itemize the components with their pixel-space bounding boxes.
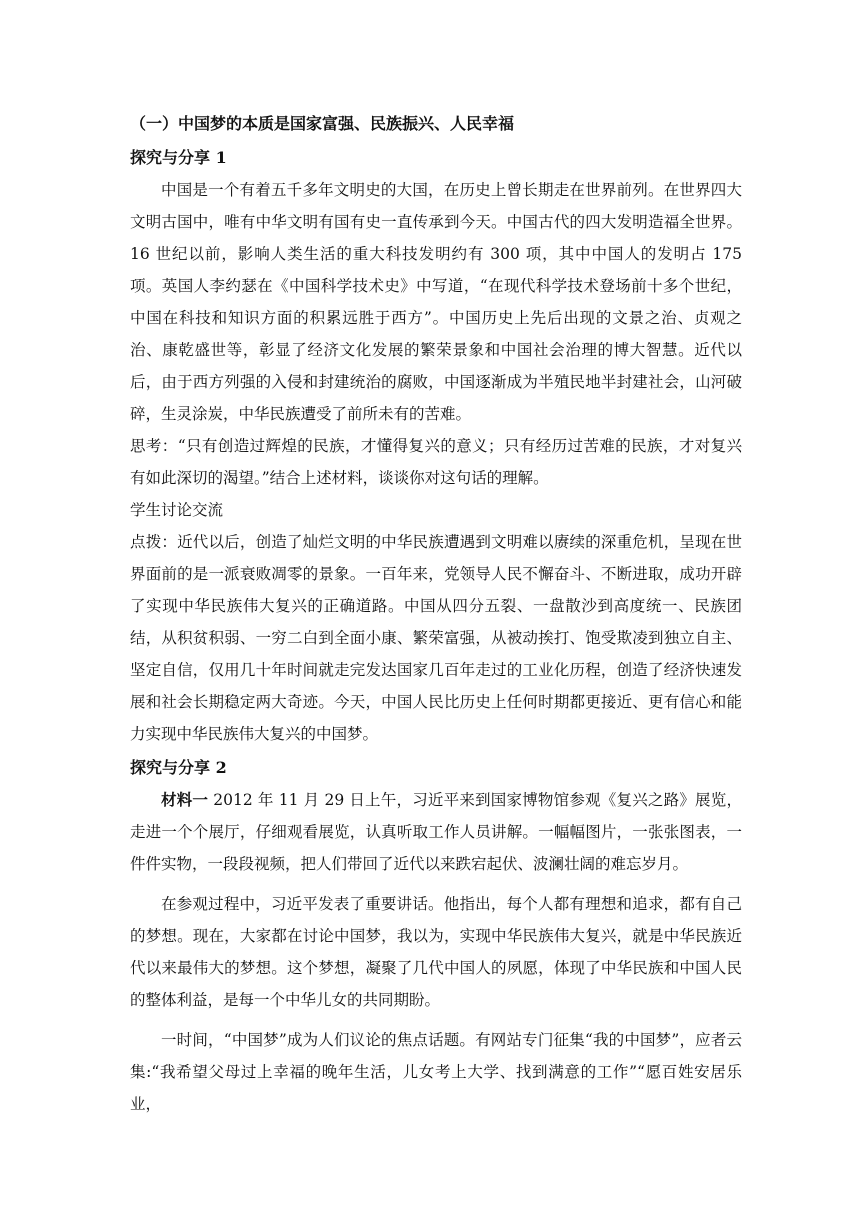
explore-heading-1: 探究与分享 1	[130, 148, 227, 167]
material-one-text: 2012 年 11 月 29 日上午，习近平来到国家博物馆参观《复兴之路》展览，走进一个个展厅，仔细观看展览，认真听取工作人员讲解。一幅幅图片，一张张图表，一件件实物，一段段视频，把人们带回了近代以来跌宕起伏、波澜壮阔的难忘岁月。	[130, 791, 742, 873]
tip-paragraph: 点拨：近代以后，创造了灿烂文明的中华民族遭遇到文明难以赓续的深重危机，呈现在世界面前的是一派衰败凋零的景象。一百年来，党领导人民不懈奋斗、不断进取，成功开辟了实现中华民族伟大复兴的正确道路。中国从四分五裂、一盘散沙到高度统一、民族团结，从积贫积弱、一穷二白到全面小康、繁荣富强，从被动挨打、饱受欺凌到独立自主、坚定自信，仅用几十年时间就走完发达国家几百年走过的工业化历程，创造了经济快速发展和社会长期稳定两大奇迹。今天，中国人民比历史上任何时期都更接近、更有信心和能力实现中华民族伟大复兴的中国梦。	[130, 533, 742, 743]
material-paragraph: 中国是一个有着五千多年文明史的大国，在历史上曾长期走在世界前列。在世界四大文明古国中，唯有中华文明有国有史一直传承到今天。中国古代的四大发明造福全世界。16 世纪以前，影响人类生活的重大科技发明约有 300 项，其中中国人的发明占 175 项。英国人李约瑟在《中国科学技术史》中写道，“在现代科学技术登场前十多个世纪，中国在科技和知识方面的积累远胜于西方”。中国历史上先后出现的文景之治、贞观之治、康乾盛世等，彰显了经济文化发展的繁荣景象和中国社会治理的博大智慧。近代以后，由于西方列强的入侵和封建统治的腐败，中国逐渐成为半殖民地半封建社会，山河破碎，生灵涂炭，中华民族遭受了前所未有的苦难。	[130, 181, 747, 423]
think-paragraph: 思考：“只有创造过辉煌的民族，才懂得复兴的意义；只有经历过苦难的民族，才对复兴有如此深切的渴望。”结合上述材料，谈谈你对这句话的理解。	[130, 437, 742, 487]
explore-heading-2: 探究与分享 2	[130, 758, 227, 777]
dream-paragraph: 一时间，“中国梦”成为人们议论的焦点话题。有网站专门征集“我的中国梦”，应者云集:“我希望父母过上幸福的晚年生活，儿女考上大学、找到满意的工作”“愿百姓安居乐业，	[130, 1031, 742, 1113]
speech-paragraph: 在参观过程中，习近平发表了重要讲话。他指出，每个人都有理想和追求，都有自己的梦想。现在，大家都在讨论中国梦，我以为，实现中华民族伟大复兴，就是中华民族近代以来最伟大的梦想。这个梦想，凝聚了几代中国人的夙愿，体现了中华民族和中国人民的整体利益，是每一个中华儿女的共同期盼。	[130, 895, 742, 1009]
material-one-label: 材料一	[161, 790, 209, 809]
section-title: （一）中国梦的本质是国家富强、民族振兴、人民幸福	[130, 114, 515, 133]
discussion-label: 学生讨论交流	[130, 501, 224, 519]
material-one-paragraph	[130, 784, 742, 880]
